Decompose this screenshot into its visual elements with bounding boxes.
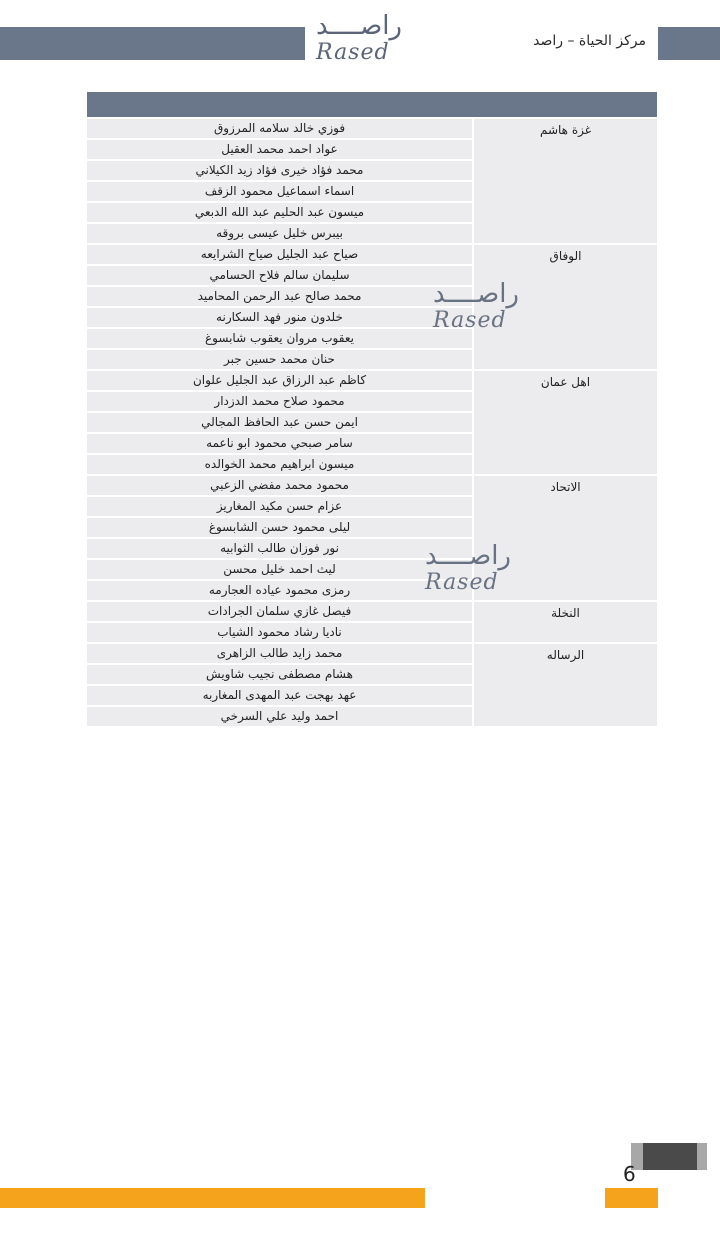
group-members: [87, 602, 472, 642]
watermark-arabic-text: راصــــد: [425, 541, 511, 571]
table-group: [87, 371, 657, 476]
logo-latin-text: Rased: [316, 40, 390, 65]
member-name-cell: محمد زايد طالب الزاهرى: [87, 644, 472, 665]
member-name-cell: يعقوب مروان يعقوب شابسوغ: [87, 329, 472, 350]
table-group: [87, 245, 657, 371]
member-name-cell: فوزي خالد سلامه المرزوق: [87, 119, 472, 140]
member-name-cell: محمود صلاح محمد الدزدار: [87, 392, 472, 413]
group-name-cell: اهل عمان: [472, 371, 657, 474]
table-group: [87, 602, 657, 644]
member-name-cell: عهد بهجت عبد المهدى المغاربه: [87, 686, 472, 707]
table-body: [87, 119, 657, 728]
header-bar-left: [0, 27, 305, 60]
group-name-cell: الوفاق: [472, 245, 657, 369]
member-name-cell: بيبرس خليل عيسى بروقه: [87, 224, 472, 243]
member-name-cell: عواد احمد محمد العقيل: [87, 140, 472, 161]
member-name-cell: محمود محمد مفضي الزعبي: [87, 476, 472, 497]
member-name-cell: حنان محمد حسين جبر: [87, 350, 472, 369]
member-name-cell: ليلى محمود حسن الشابسوغ: [87, 518, 472, 539]
group-members: [87, 644, 472, 726]
header-bar-right: [658, 27, 720, 60]
page-header-title: مركز الحياة – راصد: [533, 33, 646, 49]
watermark-latin-text: Rased: [425, 570, 499, 595]
footer-bar-right: [605, 1188, 658, 1208]
logo-arabic-text: راصــــد: [316, 11, 402, 41]
member-name-cell: اسماء اسماعيل محمود الزقف: [87, 182, 472, 203]
members-table: [87, 92, 657, 728]
group-members: [87, 476, 472, 600]
watermark-logo: [433, 280, 519, 334]
watermark-latin-text: Rased: [433, 308, 507, 333]
member-name-cell: ايمن حسن عبد الحافظ المجالي: [87, 413, 472, 434]
rased-logo: [316, 12, 402, 66]
member-name-cell: خلدون منور فهد السكارنه: [87, 308, 472, 329]
member-name-cell: محمد صالح عبد الرحمن المحاميد: [87, 287, 472, 308]
member-name-cell: احمد وليد علي السرخي: [87, 707, 472, 726]
member-name-cell: ميسون عبد الحليم عبد الله الدبعي: [87, 203, 472, 224]
member-name-cell: عزام حسن مكيد المغاريز: [87, 497, 472, 518]
group-name-cell: الاتحاد: [472, 476, 657, 600]
footer-bar-left: [0, 1188, 425, 1208]
table-group: [87, 119, 657, 245]
member-name-cell: نور فوزان طالب الثوابيه: [87, 539, 472, 560]
member-name-cell: رمزى محمود عياده العجارمه: [87, 581, 472, 600]
member-name-cell: سليمان سالم فلاح الحسامي: [87, 266, 472, 287]
group-members: [87, 245, 472, 369]
watermark-arabic-text: راصــــد: [433, 279, 519, 309]
table-group: [87, 644, 657, 728]
member-name-cell: ناديا رشاد محمود الشياب: [87, 623, 472, 642]
member-name-cell: سامر صبحي محمود ابو ناعمه: [87, 434, 472, 455]
group-members: [87, 119, 472, 243]
member-name-cell: ميسون ابراهيم محمد الخوالده: [87, 455, 472, 474]
group-name-cell: الرساله: [472, 644, 657, 726]
member-name-cell: فيصل غازي سلمان الجرادات: [87, 602, 472, 623]
page-indicator-box: [643, 1143, 697, 1170]
watermark-logo: [425, 542, 511, 596]
member-name-cell: كاظم عبد الرزاق عبد الجليل علوان: [87, 371, 472, 392]
group-members: [87, 371, 472, 474]
table-header-bar: [87, 92, 657, 119]
member-name-cell: ليث احمد خليل محسن: [87, 560, 472, 581]
member-name-cell: محمد فؤاد خيرى فؤاد زيد الكيلاني: [87, 161, 472, 182]
page-number: 6: [623, 1162, 636, 1186]
member-name-cell: صياح عبد الجليل صياح الشرايعه: [87, 245, 472, 266]
group-name-cell: غزة هاشم: [472, 119, 657, 243]
table-group: [87, 476, 657, 602]
member-name-cell: هشام مصطفى نجيب شاويش: [87, 665, 472, 686]
group-name-cell: النخلة: [472, 602, 657, 642]
